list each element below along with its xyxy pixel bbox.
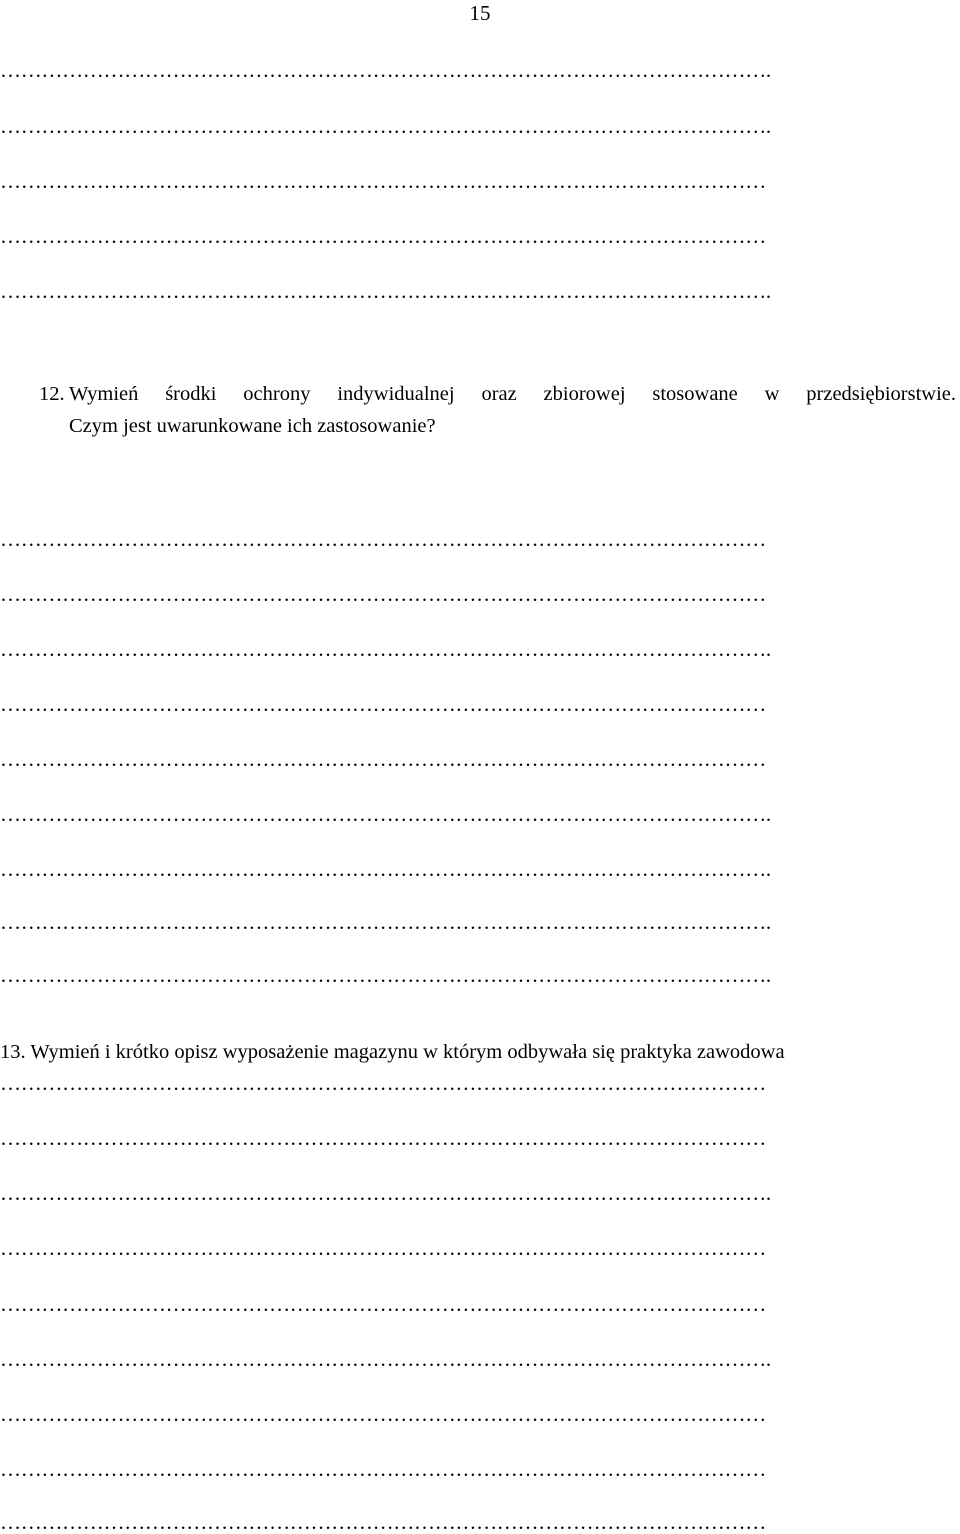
answer-line: …………………………………………………………………………………………………: [0, 1071, 766, 1095]
page-number: 15: [469, 1, 491, 25]
answer-line: …………………………………………………………………………………………………: [0, 527, 766, 551]
answer-line: …………………………………………………………………………………………………: [0, 692, 766, 716]
answer-line: ………………………………………………………………………………………………….: [0, 58, 771, 82]
answer-line: ………………………………………………………………………………………………….: [0, 1347, 771, 1371]
answer-line: ………………………………………………………………………………………………….: [0, 114, 771, 138]
answer-line: …………………………………………………………………………………………………: [0, 747, 766, 771]
answer-line: ………………………………………………………………………………………………….: [0, 910, 771, 934]
answer-line: …………………………………………………………………………………………………: [0, 1510, 766, 1534]
answer-line: …………………………………………………………………………………………………: [0, 1292, 766, 1316]
answer-line: ………………………………………………………………………………………………….: [0, 802, 771, 826]
answer-line: …………………………………………………………………………………………………: [0, 224, 766, 248]
answer-line: ………………………………………………………………………………………………….: [0, 857, 771, 881]
question-12-number: 12.: [39, 383, 65, 405]
answer-line: ………………………………………………………………………………………………….: [0, 963, 771, 987]
answer-line: …………………………………………………………………………………………………: [0, 1402, 766, 1426]
answer-line: ………………………………………………………………………………………………….: [0, 279, 771, 303]
question-13: 13. Wymień i krótko opisz wyposażenie magazynu w którym odbywała się praktyka zawodowa: [0, 1041, 785, 1063]
answer-line: …………………………………………………………………………………………………: [0, 169, 766, 193]
answer-line: …………………………………………………………………………………………………: [0, 1236, 766, 1260]
answer-line: …………………………………………………………………………………………………: [0, 1457, 766, 1481]
question-12-text-line1: Wymień środki ochrony indywidualnej oraz zbiorowej stosowane w przedsiębiorstwie.: [69, 383, 956, 405]
question-12-text-line2: Czym jest uwarunkowane ich zastosowanie?: [69, 415, 436, 437]
answer-line: …………………………………………………………………………………………………: [0, 1126, 766, 1150]
answer-line: ………………………………………………………………………………………………….: [0, 1181, 771, 1205]
answer-line: ………………………………………………………………………………………………….: [0, 637, 771, 661]
answer-line: …………………………………………………………………………………………………: [0, 582, 766, 606]
